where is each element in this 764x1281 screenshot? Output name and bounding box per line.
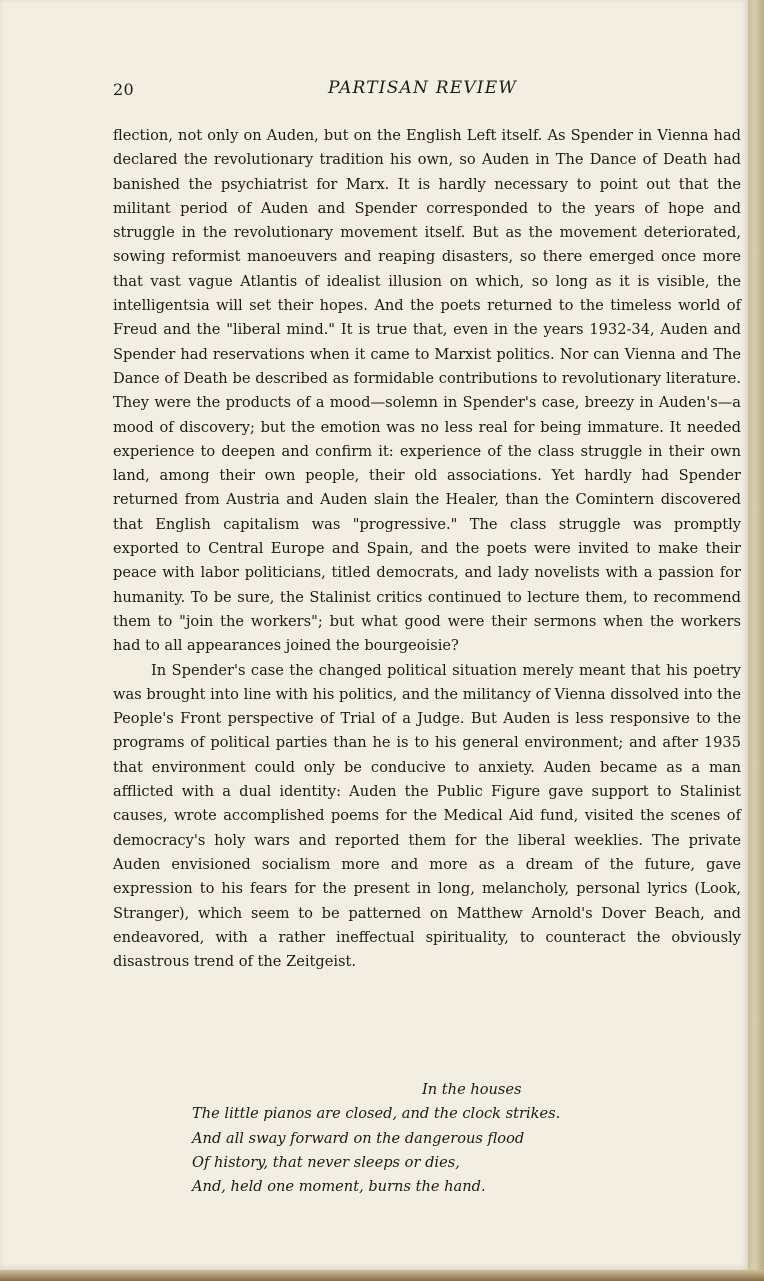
poem-line: Of history, that never sleeps or dies, <box>192 1153 460 1171</box>
poem-line: And all sway forward on the dangerous flood <box>192 1129 525 1147</box>
paragraph: flection, not only on Auden, but on the English Left itself. As Spender in Vienna had declared the revolutionary tradition his own, so Auden in The Dance of Death had banished the psychiatrist for Marx. It is hardly necessary to point out that the militant period of Auden and Spender corresponded to the years of hope and struggle in the revolutionary movement itself. But as the movement deteriorated, sowing reformist manoeuvers and reaping disasters, so there emerged once more that vast vague Atlantis of idealist illusion on which, so long as it is visible, the intelligentsia will set their hopes. And the poets returned to the timeless world of Freud and the "liberal mind." It is true that, even in the years 1932-34, Auden and Spender had reservations when it came to Marxist politics. Nor can Vienna and The Dance of Death be described as formidable contributions to revolutionary literature. They were the products of a mood—solemn in Spender's case, breezy in Auden's—a mood of discovery; but the emotion was no less real for being immature. It needed experience to deepen and confirm it: experience of the class struggle in their own land, among their own people, their old associations. Yet hardly had Spender returned from Austria and Auden slain the Healer, than the Comintern discovered that English capitalism was "progressive." The class struggle was promptly exported to Central Europe and Spain, and the poets were invited to make their peace with labor politicians, titled democrats, and lady novelists with a passion for humanity. To be sure, the Stalinist critics continued to lecture them, to recommend them to "join the workers"; but what good were their sermons when the workers had to all appearances joined the bourgeoisie? <box>113 127 741 655</box>
page-header <box>113 78 741 106</box>
poem-line: In the houses <box>422 1081 522 1098</box>
page-number: 20 <box>113 80 134 99</box>
body-text <box>113 124 741 974</box>
running-head: PARTISAN REVIEW <box>328 78 517 98</box>
page-edge <box>748 0 764 1281</box>
page-bottom-edge <box>0 1270 764 1281</box>
poem-line: And, held one moment, burns the hand. <box>192 1178 486 1196</box>
poem-quotation <box>192 1078 672 1199</box>
paragraph: In Spender's case the changed political situation merely meant that his poetry was brought into line with his politics, and the militancy of Vienna dissolved into the People's Front perspective of Trial of a Judge. But Auden is less responsive to the programs of political parties than he is to his general environment; and after 1935 that environment could only be conducive to anxiety. Auden became as a man afflicted with a dual identity: Auden the Public Figure gave support to Stalinist causes, wrote accomplished poems for the Medical Aid fund, visited the scenes of democracy's holy wars and reported them for the liberal weeklies. The private Auden envisioned socialism more and more as a dream of the future, gave expression to his fears for the present in long, melancholy, personal lyrics (Look, Stranger), which seem to be patterned on Matthew Arnold's Dover Beach, and endeavored, with a rather ineffectual spirituality, to counteract the obviously disastrous trend of the Zeitgeist. <box>113 661 741 971</box>
poem-line: The little pianos are closed, and the clock strikes. <box>192 1105 561 1123</box>
